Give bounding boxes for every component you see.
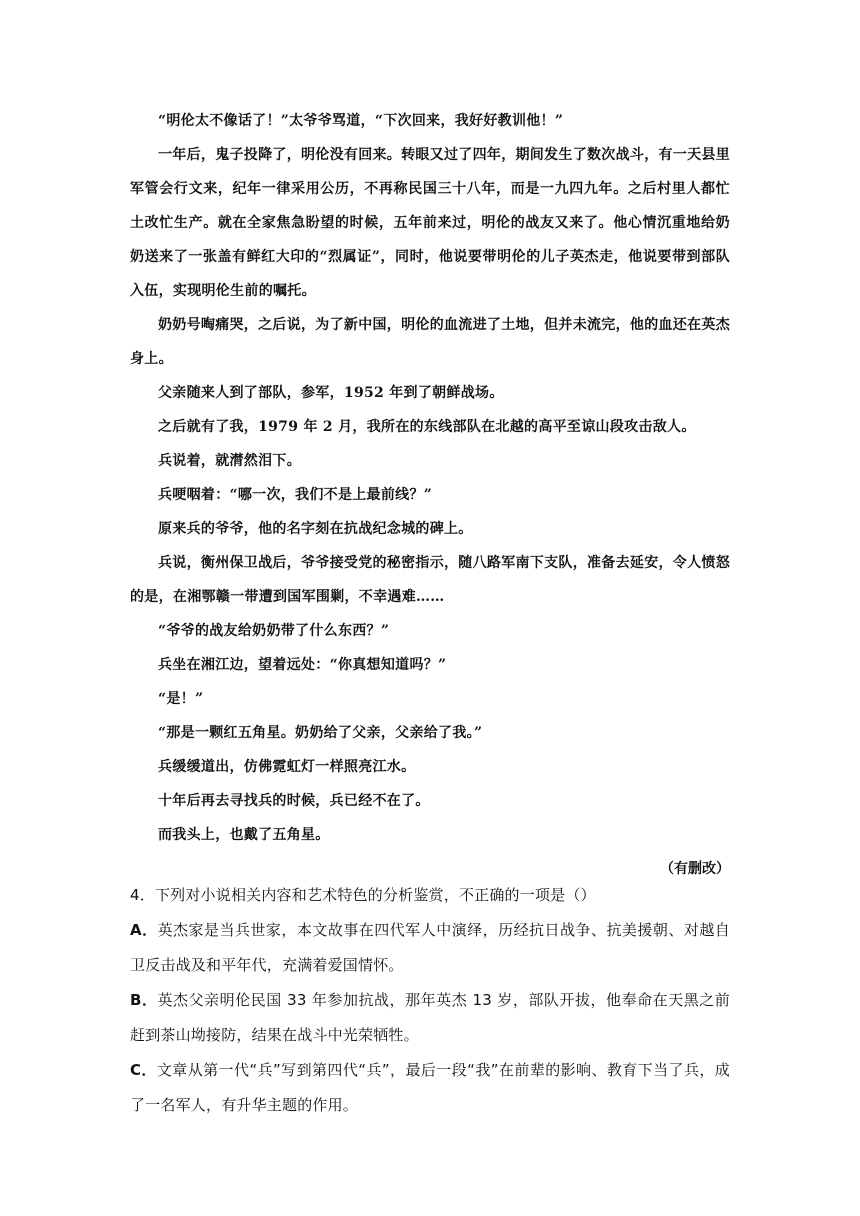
story-paragraph: 兵坐在湘江边，望着远处：“你真想知道吗？”: [158, 657, 447, 673]
source-note: （有删改）: [660, 861, 730, 877]
story-paragraph: 兵说，衡州保卫战后，爷爷接受党的秘密指示，随八路军南下支队，准备去延安，令人愤怒的是，在湘鄂赣一带遭到国军围剿，不幸遇难……: [130, 555, 730, 605]
story-paragraph: 奶奶号啕痛哭，之后说，为了新中国，明伦的血流进了土地，但并未流完，他的血还在英杰身上。: [130, 317, 730, 367]
option-text: 文章从第一代“兵”写到第四代“兵”，最后一段“我”在前辈的影响、教育下当了兵，成了一名军人，有升华主题的作用。: [130, 1061, 730, 1114]
story-paragraph: 兵缓缓道出，仿佛霓虹灯一样照亮江水。: [158, 759, 416, 775]
option-letter: C．: [130, 1061, 157, 1079]
story-paragraph: 一年后，鬼子投降了，明伦没有回来。转眼又过了四年，期间发生了数次战斗，有一天县里军管会行文来，纪年一律采用公历，不再称民国三十八年，而是一九四九年。之后村里人都忙土改忙生产。就在全家焦急盼望的时候，五年前来过，明伦的战友又来了。他心情沉重地给奶奶送来了一张盖有鲜红大印的“烈属证”，同时，他说要带明伦的儿子英杰走，他说要带到部队入伍，实现明伦生前的嘱托。: [130, 147, 730, 299]
story-paragraph: 父亲随来人到了部队，参军，1952 年到了朝鲜战场。: [158, 385, 504, 401]
story-excerpt: [130, 104, 730, 886]
option-text: 英杰家是当兵世家，本文故事在四代军人中演绎，历经抗日战争、抗美援朝、对越自卫反击战及和平年代，充满着爱国情怀。: [130, 921, 731, 974]
option-text: 英杰父亲明伦民国 33 年参加抗战，那年英杰 13 岁，部队开拔，他奉命在天黑之前赶到茶山坳接防，结果在战斗中光荣牺牲。: [130, 991, 730, 1044]
story-paragraph: 兵哽咽着：“哪一次，我们不是上最前线？”: [158, 487, 433, 503]
story-paragraph: 原来兵的爷爷，他的名字刻在抗战纪念城的碑上。: [158, 521, 473, 537]
question-stem: 4．下列对小说相关内容和艺术特色的分析鉴赏，不正确的一项是（）: [130, 886, 596, 904]
answer-option-a: [130, 913, 730, 983]
answer-option-b: [130, 983, 730, 1053]
option-letter: B．: [130, 991, 158, 1009]
question-block: [130, 878, 730, 1123]
story-paragraph: 之后就有了我，1979 年 2 月，我所在的东线部队在北越的高平至谅山段攻击敌人。: [158, 419, 696, 435]
story-paragraph: “那是一颗红五角星。奶奶给了父亲，父亲给了我。”: [158, 725, 483, 741]
answer-option-c: [130, 1053, 730, 1123]
story-paragraph: “爷爷的战友给奶奶带了什么东西？”: [158, 623, 390, 639]
story-paragraph: 而我头上，也戴了五角星。: [158, 827, 330, 843]
story-paragraph: 兵说着，就潸然泪下。: [158, 453, 301, 469]
story-paragraph: 十年后再去寻找兵的时候，兵已经不在了。: [158, 793, 430, 809]
story-paragraph: “明伦太不像话了！”太爷爷骂道，“下次回来，我好好教训他！”: [158, 113, 564, 129]
story-paragraph: “是！”: [158, 691, 204, 707]
option-letter: A．: [130, 921, 158, 939]
